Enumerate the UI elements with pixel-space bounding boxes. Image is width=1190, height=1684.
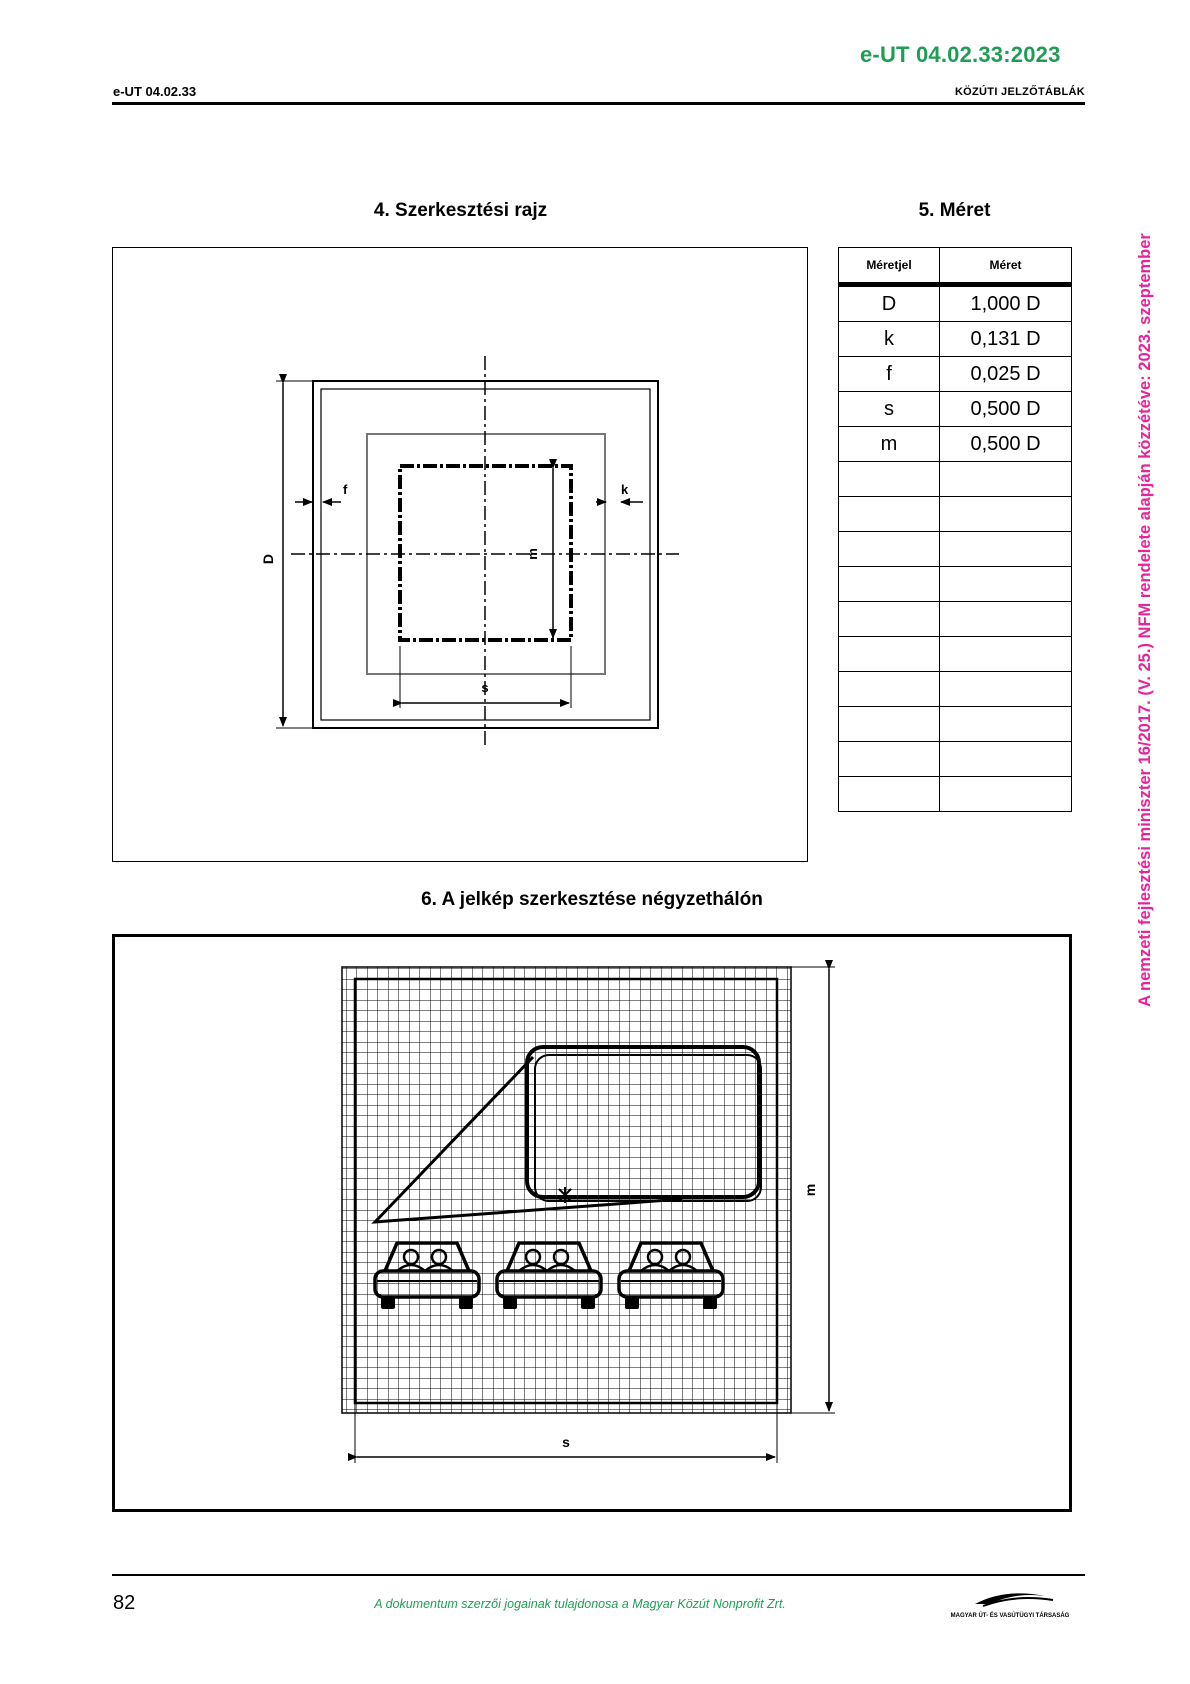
label-f: f bbox=[343, 482, 348, 497]
size-symbol-cell bbox=[839, 707, 940, 742]
size-section-title: 5. Méret bbox=[918, 200, 991, 221]
size-symbol-cell bbox=[839, 777, 940, 812]
size-symbol-cell bbox=[839, 602, 940, 637]
size-value-cell bbox=[940, 567, 1072, 602]
drawing-section-title: 4. Szerkesztési rajz bbox=[373, 200, 548, 221]
header-right-title: KÖZÚTI JELZŐTÁBLÁK bbox=[954, 86, 1085, 98]
size-symbol-cell bbox=[839, 637, 940, 672]
size-table-row bbox=[839, 602, 1072, 637]
size-table-row bbox=[839, 567, 1072, 602]
size-symbol-cell: k bbox=[839, 322, 940, 357]
size-value-cell bbox=[940, 672, 1072, 707]
size-value-cell: 0,131 D bbox=[940, 322, 1072, 357]
size-table-row bbox=[839, 497, 1072, 532]
label-k: k bbox=[621, 482, 629, 497]
grid-drawing-box bbox=[112, 934, 1072, 1512]
size-value-cell: 1,000 D bbox=[940, 285, 1072, 322]
svg-text:MAGYAR ÚT- ÉS VASÚTÜGYI TÁRSAS: MAGYAR ÚT- ÉS VASÚTÜGYI TÁRSASÁG bbox=[950, 1613, 1070, 1619]
header-left-code: e-UT 04.02.33 bbox=[113, 84, 197, 99]
size-table-header: Méret bbox=[940, 248, 1072, 285]
size-table-header: Méretjel bbox=[839, 248, 940, 285]
size-table-row bbox=[839, 742, 1072, 777]
size-symbol-cell bbox=[839, 497, 940, 532]
size-table-row bbox=[839, 285, 1072, 322]
publication-note-text: A nemzeti fejlesztési miniszter 16/2017. (V. 25.) NFM rendelete alapján közzétéve: 2023. szeptember bbox=[1136, 233, 1154, 1007]
copyright-notice: A dokumentum szerzői jogainak tulajdonosa a Magyar Közút Nonprofit Zrt. bbox=[374, 1597, 786, 1611]
publisher-logo bbox=[935, 1590, 1085, 1620]
size-symbol-cell bbox=[839, 742, 940, 777]
size-value-cell bbox=[940, 742, 1072, 777]
size-value-cell bbox=[940, 637, 1072, 672]
size-symbol-cell bbox=[839, 462, 940, 497]
size-table-row bbox=[839, 462, 1072, 497]
size-symbol-cell: D bbox=[839, 285, 940, 322]
size-table-row bbox=[839, 357, 1072, 392]
publication-note bbox=[1130, 130, 1170, 1110]
size-symbol-cell bbox=[839, 532, 940, 567]
header-rule bbox=[112, 102, 1085, 105]
construction-drawing-box bbox=[112, 247, 808, 862]
grid-section-title: 6. A jelkép szerkesztése négyzethálón bbox=[421, 889, 763, 910]
size-symbol-cell bbox=[839, 672, 940, 707]
size-value-cell bbox=[940, 777, 1072, 812]
size-symbol-cell: m bbox=[839, 427, 940, 462]
grid-label-m: m bbox=[802, 1183, 818, 1197]
size-symbol-cell: f bbox=[839, 357, 940, 392]
size-value-cell bbox=[940, 707, 1072, 742]
size-value-cell bbox=[940, 462, 1072, 497]
size-table-row bbox=[839, 777, 1072, 812]
size-table-row bbox=[839, 392, 1072, 427]
size-table bbox=[838, 247, 1072, 812]
size-table-row bbox=[839, 322, 1072, 357]
grid-drawing bbox=[115, 937, 1069, 1509]
size-table-header-row bbox=[839, 248, 1072, 285]
size-value-cell bbox=[940, 532, 1072, 567]
page-number: 82 bbox=[113, 1592, 136, 1614]
size-symbol-cell bbox=[839, 567, 940, 602]
size-value-cell: 0,025 D bbox=[940, 357, 1072, 392]
size-value-cell bbox=[940, 497, 1072, 532]
size-table-row bbox=[839, 427, 1072, 462]
footer-rule bbox=[112, 1574, 1085, 1576]
size-value-cell bbox=[940, 602, 1072, 637]
grid-label-s: s bbox=[562, 1434, 570, 1450]
document-code: e-UT 04.02.33:2023 bbox=[860, 42, 1061, 67]
size-symbol-cell: s bbox=[839, 392, 940, 427]
size-value-cell: 0,500 D bbox=[940, 392, 1072, 427]
size-value-cell: 0,500 D bbox=[940, 427, 1072, 462]
square-grid bbox=[342, 967, 791, 1413]
label-s: s bbox=[481, 680, 489, 695]
label-m: m bbox=[525, 548, 540, 560]
label-D: D bbox=[260, 553, 276, 565]
size-table-row bbox=[839, 707, 1072, 742]
size-table-row bbox=[839, 637, 1072, 672]
construction-drawing bbox=[113, 248, 809, 863]
size-table-row bbox=[839, 532, 1072, 567]
size-table-row bbox=[839, 672, 1072, 707]
